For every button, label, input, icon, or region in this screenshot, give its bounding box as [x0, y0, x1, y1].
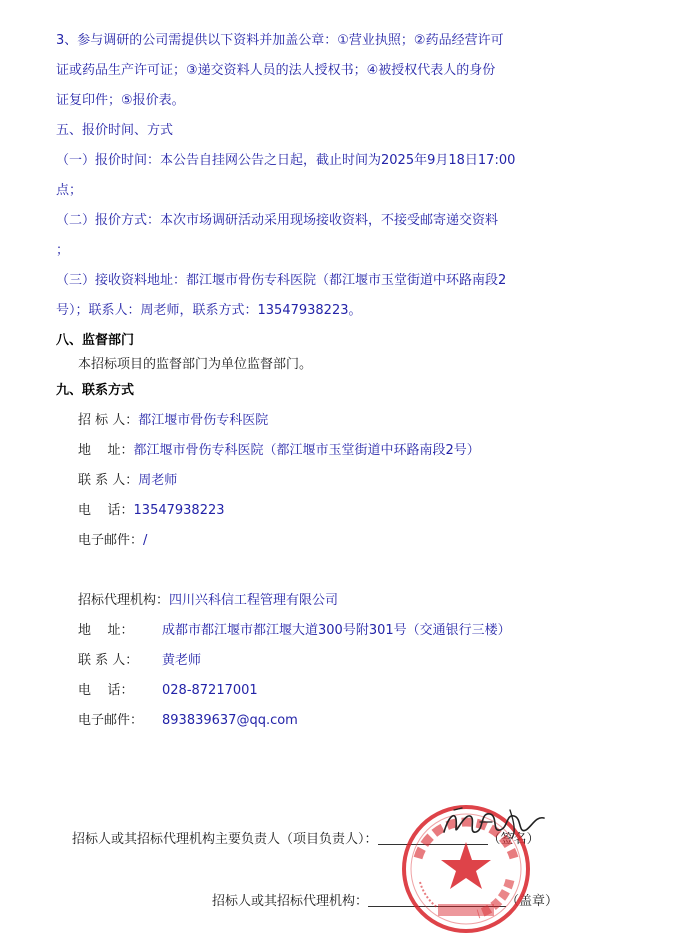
agency-name-value: 四川兴科信工程管理有限公司: [169, 593, 339, 608]
supervision-text: 本招标项目的监督部门为单位监督部门。: [78, 357, 313, 372]
quote-method-line-2: ；: [56, 243, 70, 258]
agency-contact-label: 联 系 人：: [78, 653, 139, 668]
tenderer-address-value: 都江堰市骨伤专科医院（都江堰市玉堂街道中环路南段2号）: [133, 443, 480, 458]
tenderer-phone-row: [78, 502, 225, 520]
quote-time-line-2: 点；: [56, 183, 83, 198]
tenderer-phone-value: 13547938223: [133, 503, 225, 518]
agency-phone-row: [78, 682, 258, 700]
section-five-heading: 五、报价时间、方式: [56, 123, 174, 138]
required-docs-line-3: 证复印件；⑤报价表。: [56, 93, 185, 108]
receive-address-line-2: 号）；联系人：周老师，联系方式：13547938223。: [56, 303, 362, 318]
agency-email-value: 893839637@qq.com: [162, 713, 298, 728]
receive-address-line-1: （三）接收资料地址：都江堰市骨伤专科医院（都江堰市玉堂街道中环路南段2: [56, 273, 507, 288]
seal-line-suffix: （盖章）: [506, 894, 559, 909]
tenderer-contact-label: 联 系 人：: [78, 473, 139, 488]
quote-method-line-1: （二）报价方式：本次市场调研活动采用现场接收资料，不接受邮寄递交资料: [56, 213, 499, 228]
agency-contact-row: [78, 652, 201, 670]
section-nine-heading: 九、联系方式: [56, 383, 135, 398]
seal-line-label: 招标人或其招标代理机构：: [212, 894, 369, 909]
quote-time-line-1: （一）报价时间：本公告自挂网公告之日起，截止时间为2025年9月18日17:00: [56, 153, 516, 168]
agency-email-row: [78, 712, 298, 730]
agency-address-label: 地 址：: [78, 623, 134, 638]
handwritten-signature: [440, 802, 550, 842]
agency-address-row: [78, 622, 511, 640]
tenderer-address-row: [78, 442, 480, 460]
tenderer-name-value: 都江堰市骨伤专科医院: [138, 413, 269, 428]
tenderer-email-row: [78, 532, 147, 550]
agency-contact-value: 黄老师: [162, 653, 202, 668]
tenderer-email-label: 电子邮件：: [78, 533, 144, 548]
tenderer-address-label: 地 址：: [78, 443, 134, 458]
agency-name-row: [78, 592, 338, 610]
section-eight-heading: 八、监督部门: [56, 333, 135, 348]
tenderer-name-row: [78, 412, 268, 430]
signature-line-suffix: （签名）: [487, 832, 540, 847]
tenderer-contact-row: [78, 472, 177, 490]
tenderer-email-value: /: [143, 533, 148, 548]
agency-phone-value: 028-87217001: [162, 683, 258, 698]
agency-address-value: 成都市都江堰市都江堰大道300号附301号（交通银行三楼）: [162, 623, 511, 638]
agency-phone-label: 电 话：: [78, 683, 134, 698]
tenderer-contact-value: 周老师: [138, 473, 178, 488]
tenderer-name-label: 招 标 人：: [78, 413, 139, 428]
required-docs-line-2: 证或药品生产许可证；③递交资料人员的法人授权书；④被授权代表人的身份: [56, 63, 496, 78]
tenderer-phone-label: 电 话：: [78, 503, 134, 518]
signature-line-label: 招标人或其招标代理机构主要负责人（项目负责人）：: [72, 832, 378, 847]
agency-name-label: 招标代理机构：: [78, 593, 170, 608]
star-icon: [441, 842, 491, 889]
required-docs-line-1: 3、参与调研的公司需提供以下资料并加盖公章：①营业执照；②药品经营许可: [56, 33, 504, 48]
agency-email-label: 电子邮件：: [78, 713, 144, 728]
